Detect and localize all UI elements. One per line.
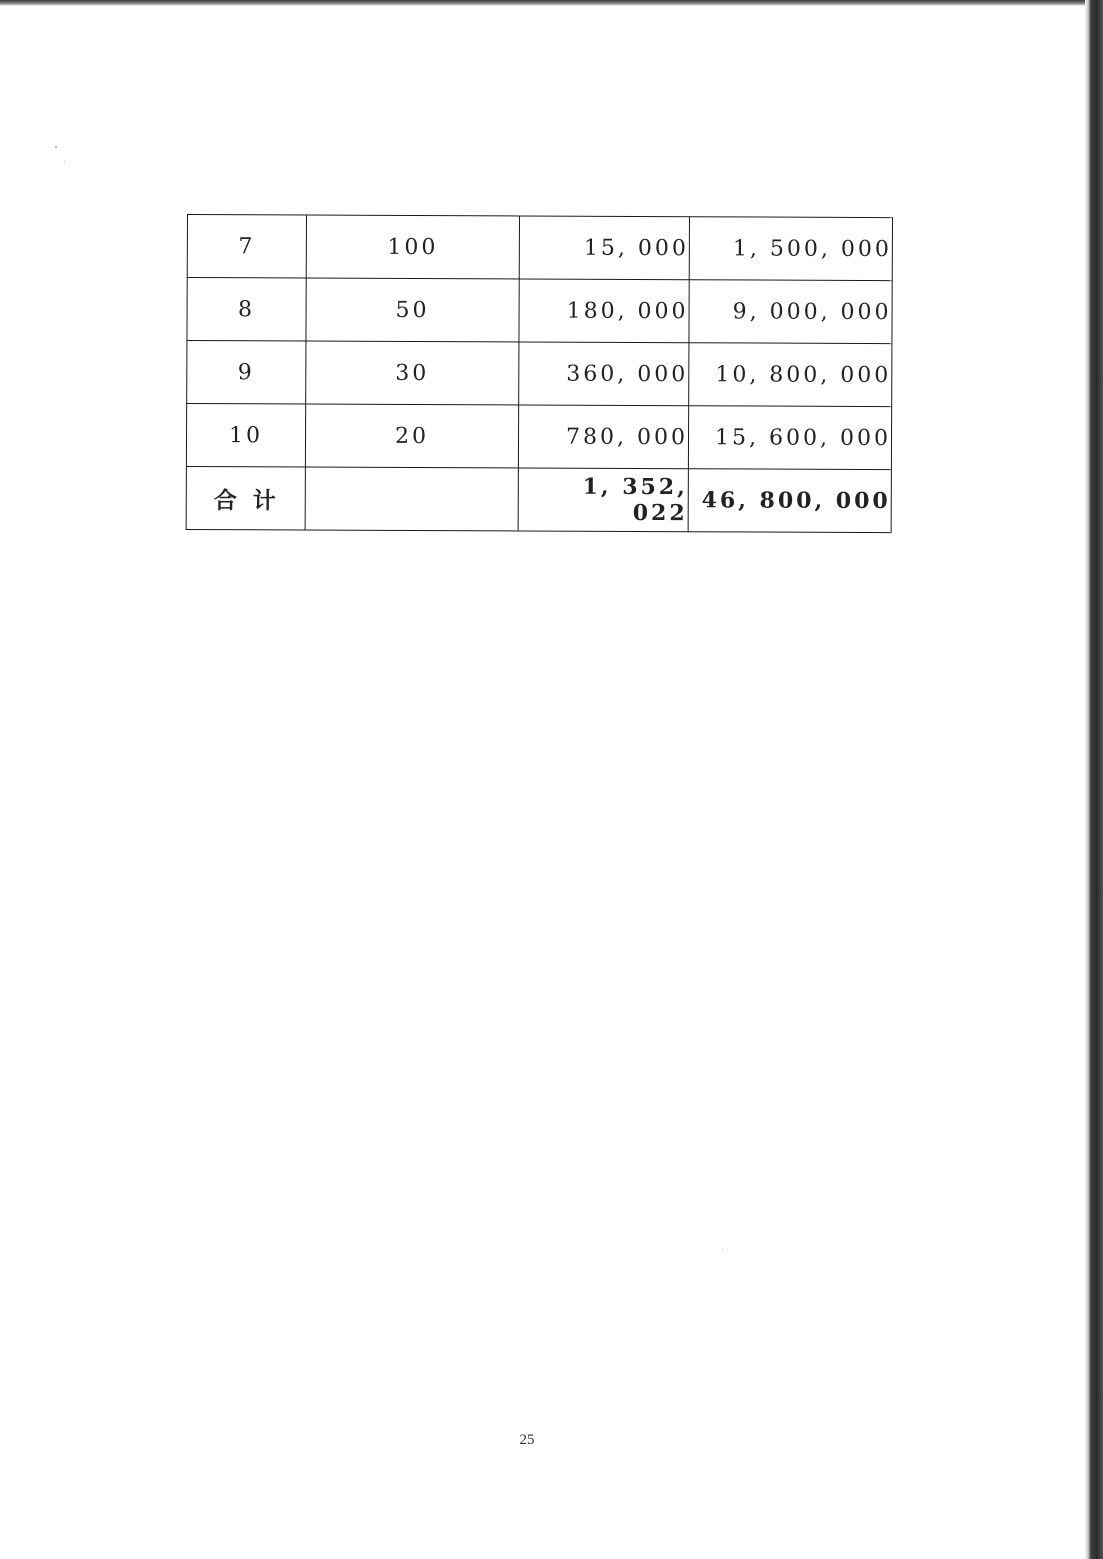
prize-table — [186, 214, 893, 533]
table-cell: 30 — [306, 341, 519, 405]
table-cell: 20 — [305, 404, 518, 468]
table-cell: 7 — [187, 215, 306, 279]
table-cell: 1, 500, 000 — [689, 217, 892, 281]
scan-speck — [722, 1249, 723, 1250]
table-row — [187, 341, 892, 407]
table-row — [187, 278, 892, 344]
scan-speck — [64, 161, 65, 162]
table-cell: 10, 800, 000 — [689, 343, 892, 407]
table-row — [186, 404, 891, 470]
table-cell: 100 — [306, 215, 519, 279]
table-cell: 9 — [187, 341, 306, 405]
table-cell: 10 — [186, 404, 305, 468]
scan-speck — [55, 146, 57, 148]
page-number: 25 — [519, 1432, 535, 1448]
scan-top-edge — [0, 0, 1103, 6]
scan-binding-edge — [1085, 0, 1103, 1559]
table-cell: 8 — [187, 278, 306, 342]
table-total-row — [186, 466, 891, 532]
table-cell: 180, 000 — [519, 279, 689, 343]
table-cell: 9, 000, 000 — [689, 280, 892, 344]
total-value: 46, 800, 000 — [688, 469, 891, 533]
total-label: 合计 — [186, 466, 305, 530]
table-row — [187, 215, 892, 281]
table-cell: 50 — [306, 278, 519, 342]
table-cell: 360, 000 — [519, 342, 689, 406]
total-value: 1, 352, 022 — [518, 468, 688, 532]
table-cell: 15, 600, 000 — [688, 406, 891, 470]
table-cell — [305, 467, 518, 531]
table-cell: 780, 000 — [518, 405, 688, 469]
table-cell: 15, 000 — [519, 216, 689, 280]
